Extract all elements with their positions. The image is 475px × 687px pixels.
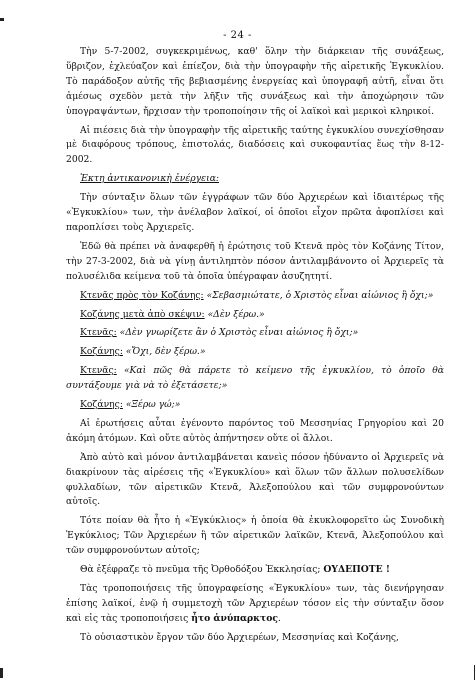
paragraph: Αἱ ἐρωτήσεις αὗται ἐγένοντο παρόντος τοῦ Μεσσηνίας Γρηγορίου καὶ 20 ἀκόμη ἀτόμων. Καὶ οὔτε αὐτὸς ἀπήντησεν οὔτε οἱ ἄλλοι. [66,417,444,444]
dialogue-line [66,345,444,360]
section-heading [66,172,444,187]
crop-mark [0,668,3,678]
quote-text: «Δὲν ξέρω.» [207,308,265,320]
dialogue-line [66,308,444,323]
paragraph: Τὴν 5-7-2002, συγκεκριμένως, καθ' ὅλην τὴν διάρκειαν τῆς συνάξεως, ὕβριζον, ἐχλεύαζον καὶ ἐπίεζον, διὰ τὴν ὑπογραφὴν τῆς αἱρετικῆς Ἐγκυκλίου. Τὸ παράδοξον αὐτῆς τῆς βεβιασμένης ἐνεργείας καὶ ὑπογραφῆ αὐτῆ, εἶναι ὅτι ἀμέσως σχεδὸν μετὰ τὴν λῆξιν τῆς συνάξεως καὶ τὴν ἀποχώρησιν τῶν ὑπογραψάντων, ἤρχισαν τὴν τροποποίησιν τῆς οἱ λαϊκοὶ καὶ μερικοὶ κληρικοί. [66,46,444,117]
paragraph: Τὴν σύνταξιν ὅλων τῶν ἐγγράφων τῶν δύο Ἀρχιερέων καὶ ἰδιαιτέρως τῆς «Ἐγκυκλίου» των, τὴν ἀνέλαβον λαϊκοί, οἱ ὁποῖοι εἶχον πρῶτα ἀφοπλίσει καὶ παροπλίσει τοὺς Ἀρχιερεῖς. [66,192,444,233]
dialogue-line [66,398,444,413]
paragraph-text: . [277,612,281,624]
dialogue-line [66,289,444,304]
paragraph: Ἀπὸ αὐτὸ καὶ μόνον ἀντιλαμβάνεται κανεὶς πόσον ἠδύναντο οἱ Ἀρχιερεῖς νὰ διακρίνουν τὰς αἱρέσεις τῆς «Ἐγκυκλίου» καὶ ὅλων τῶν ἄλλων πολυσελίδων φυλλαδίων, τῶν αἱρετικῶν Κτενᾶ, Ἀλεξοπούλου καὶ τῶν συμφρονούντων αὐτοῖς. [66,451,444,508]
dialogue-line [66,326,444,341]
speaker-label: Κτενᾶς: [80,327,117,339]
paragraph [66,563,444,578]
emphasis-text: ἦτο ἀνύπαρκτος [191,612,278,624]
emphasis-text: ΟΥΔΕΠΟΤΕ ! [323,564,390,576]
quote-text: «Ὄχι, δὲν ξέρω.» [125,346,206,358]
paragraph-text: Τὰς τροποποιήσεις τῆς ὑπογραφείσης «Ἐγκυκλίου» των, τὰς διενήργησαν ἐπίσης λαϊκοί, ἐνῷ ἡ συμμετοχὴ τῶν Ἀρχιερέων τόσον εἰς τὴν σύνταξιν ὅσον καὶ εἰς τὰς τροποποιήσεις [66,583,444,624]
quote-text: «Δὲν γνωρίζετε ἂν ὁ Χριστὸς εἶναι αἰώνιος ἢ ὄχι;» [119,327,359,339]
paragraph: Ἐδῶ θὰ πρέπει νὰ ἀναφερθῆ ἡ ἐρώτησις τοῦ Κτενᾶ πρὸς τὸν Κοζάνης Τίτον, τὴν 27-3-2002, διὰ νὰ γίνῃ ἀντιληπτὸν πόσον ἀντιλαμβάνοντο οἱ Ἀρχιερεῖς τὰ πολυσέλιδα κείμενα τοῦ τὰ ὁποῖα ὑπέγραφαν ἀσυζητητί. [66,240,444,282]
paragraph: Αἱ πιέσεις διὰ τὴν ὑπογραφὴν τῆς αἱρετικῆς ταύτης ἐγκυκλίου συνεχίσθησαν μὲ διαφόρους τρόπους, ἐπιστολάς, διαδόσεις καὶ συκοφαντίας ἕως τὴν 8-12-2002. [66,124,444,166]
paragraph-text: Θὰ ἐξέφραζε τὸ πνεῦμα τῆς Ὀρθοδόξου Ἐκκλησίας; [80,564,321,576]
dialogue-line [66,364,444,394]
speaker-label: Κοζάνης μετὰ ἀπὸ σκέψιν: [80,308,205,320]
speaker-label: Κοζάνης: [80,346,123,358]
speaker-label: Κοζάνης: [80,399,123,411]
speaker-label: Κτενᾶς: [80,365,117,377]
page-number: - 24 - [223,30,252,41]
quote-text: «Σεβασμιώτατε, ὁ Χριστὸς εἶναι αἰώνιος ἢ ὄχι;» [206,289,434,301]
quote-text: «Ξέρω γώ;» [125,399,181,411]
paragraph: Τὸ οὐσιαστικὸν ἔργον τῶν δύο Ἀρχιερέων, Μεσσηνίας καὶ Κοζάνης, [80,631,399,643]
speaker-label: Κτενᾶς πρὸς τὸν Κοζάνης: [80,289,204,301]
page-body [66,45,444,650]
section-heading-text: Ἐκτη ἀντικανονικὴ ἐνέργεια: [80,173,219,185]
quote-text: «Καὶ πῶς θὰ πάρετε τὸ κείμενο τῆς ἐγκυκλίου, τὸ ὁποῖο θὰ συντάξουμε γιὰ νὰ τὸ ἐξετάσετε;» [66,365,444,392]
paragraph [66,582,444,627]
paragraph: Τότε ποίαν θὰ ἦτο ἡ «Ἐγκύκλιος» ἡ ὁποία θὰ ἐκυκλοφορεῖτο ὡς Συνοδικὴ Ἐγκύκλιος; Τῶν Ἀρχιερέων ἢ τῶν αἱρετικῶν λαϊκῶν, Κτενᾶ, Ἀλεξοπούλου καὶ τῶν συμφρονούντων αὐτοῖς; [66,515,444,557]
crop-mark [0,18,4,21]
